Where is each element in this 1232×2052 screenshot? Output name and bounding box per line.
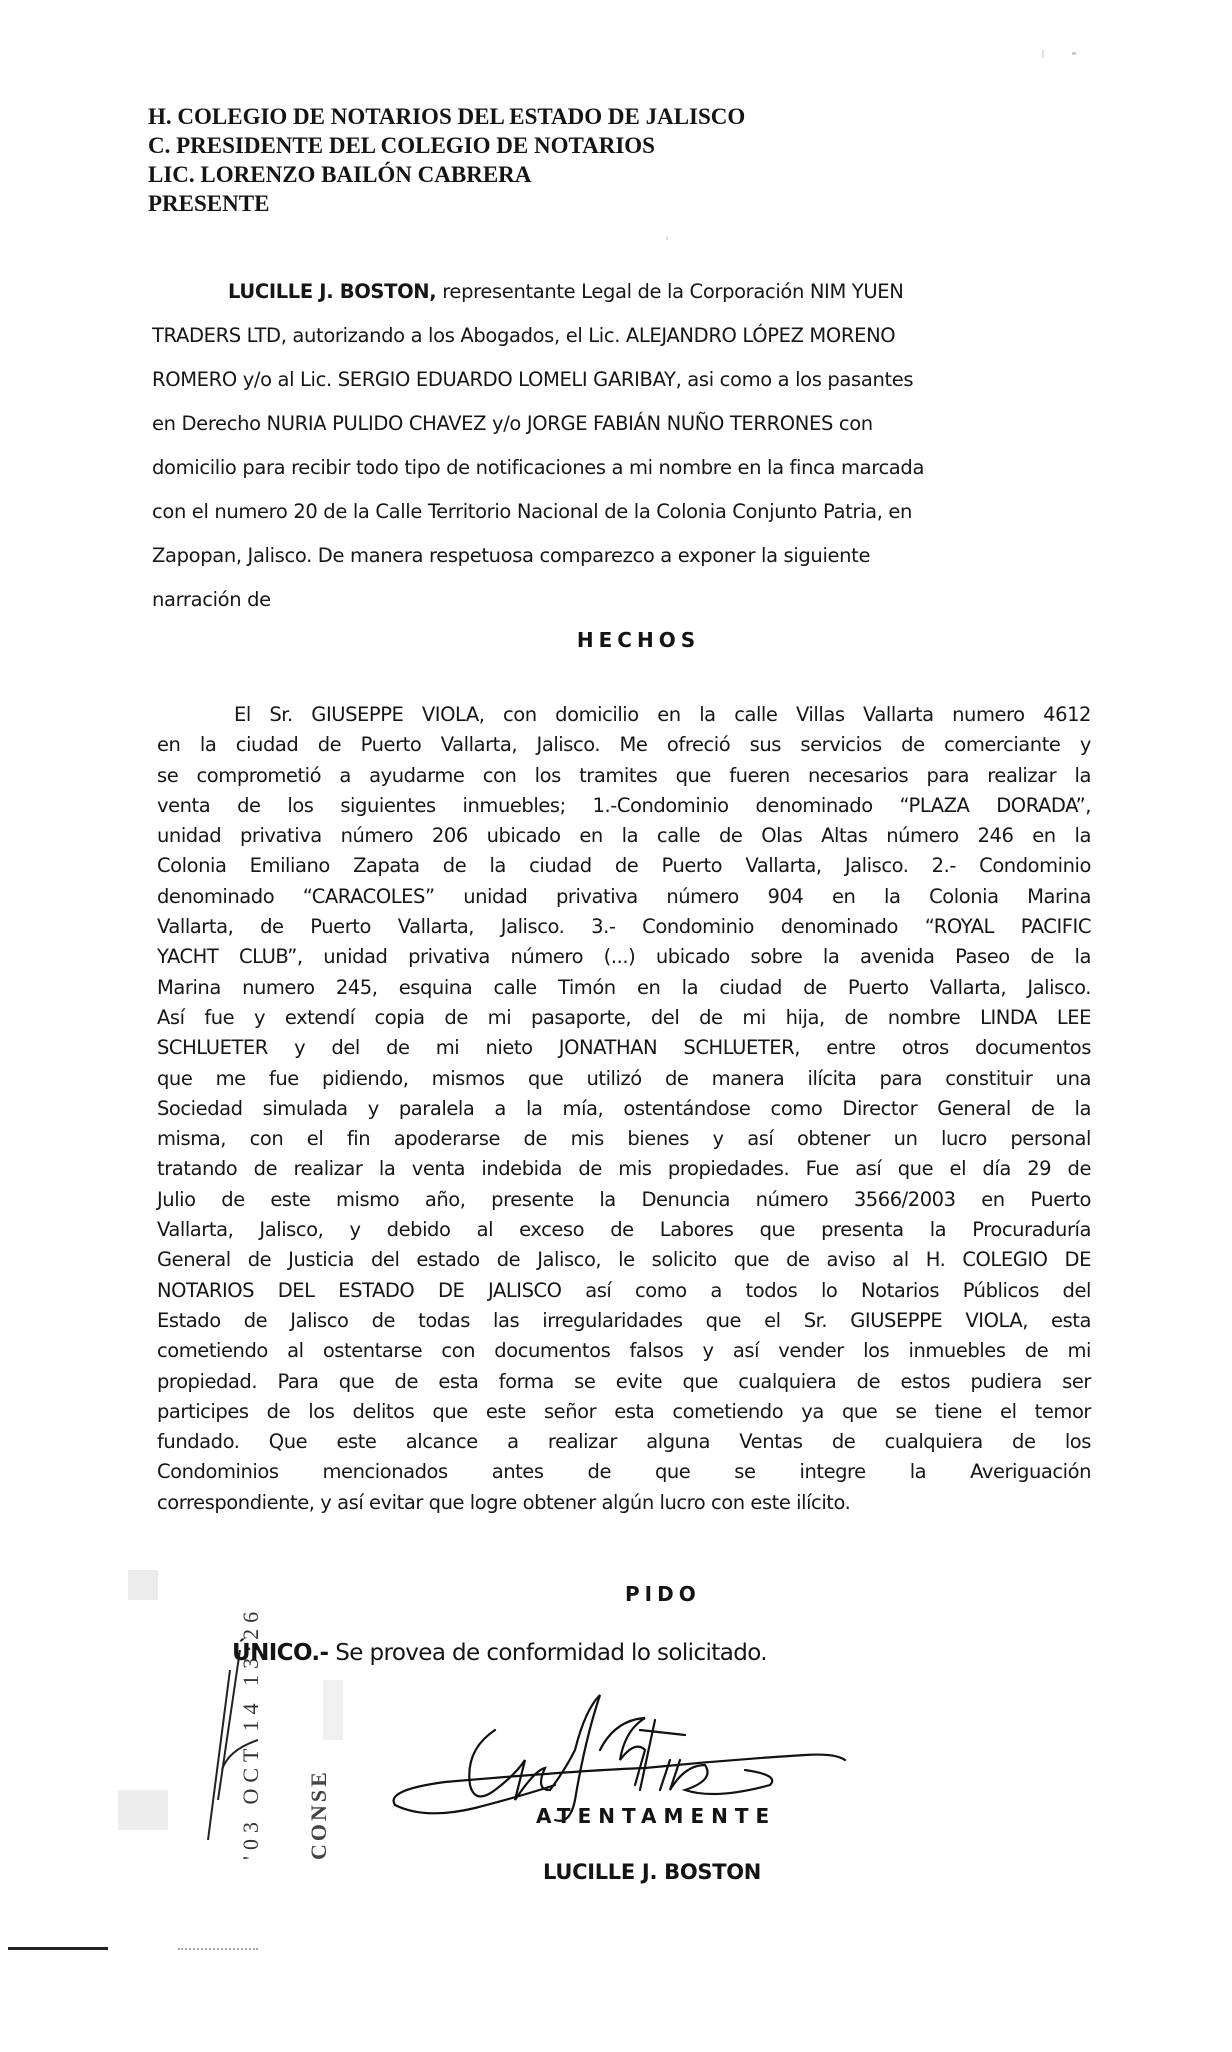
hechos-line: denominado “CARACOLES” unidad privativa número 904 en la Colonia Marina: [157, 884, 1091, 908]
addressee-block: [148, 102, 745, 218]
scan-speck: [1042, 50, 1044, 58]
hechos-line: Marina numero 245, esquina calle Timón en la ciudad de Puerto Vallarta, Jalisco.: [157, 975, 1091, 999]
intro-line: con el numero 20 de la Calle Territorio Nacional de la Colonia Conjunto Patria, en: [152, 500, 913, 523]
hechos-line: unidad privativa número 206 ubicado en la calle de Olas Altas número 246 en la: [157, 824, 1091, 848]
hechos-line: venta de los siguientes inmuebles; 1.-Condominio denominado “PLAZA DORADA”,: [157, 793, 1091, 817]
hechos-line: SCHLUETER y del de mi nieto JONATHAN SCHLUETER, entre otros documentos: [157, 1036, 1091, 1060]
signer-name: LUCILLE J. BOSTON: [543, 1860, 762, 1884]
petition-unico: [232, 1640, 767, 1666]
hechos-line: correspondiente, y así evitar que logre obtener algún lucro con este ilícito.: [157, 1490, 851, 1514]
hechos-line: Sociedad simulada y paralela a la mía, ostentándose como Director General de la: [157, 1096, 1091, 1120]
hechos-line: Colonia Emiliano Zapata de la ciudad de Puerto Vallarta, Jalisco. 2.- Condominio: [157, 854, 1091, 878]
hechos-line: Condominios mencionados antes de que se integre la Averiguación: [157, 1460, 1091, 1484]
hechos-line: YACHT CLUB”, unidad privativa número (...) ubicado sobre la avenida Paseo de la: [157, 945, 1091, 969]
scan-speck: [1072, 52, 1076, 55]
stamp-smudge: [323, 1680, 343, 1740]
hechos-line: Julio de este mismo año, presente la Denuncia número 3566/2003 en Puerto: [157, 1187, 1091, 1211]
intro-line: Zapopan, Jalisco. De manera respetuosa comparezco a exponer la siguiente: [152, 544, 871, 567]
hechos-line: fundado. Que este alcance a realizar alguna Ventas de cualquiera de los: [157, 1430, 1091, 1454]
section-heading-pido: PIDO: [625, 1582, 701, 1606]
addressee-line: PRESENTE: [148, 191, 270, 216]
hechos-line: tratando de realizar la venta indebida de mis propiedades. Fue así que el día 29 de: [157, 1157, 1091, 1181]
hechos-line: NOTARIOS DEL ESTADO DE JALISCO así como a todos lo Notarios Públicos del: [157, 1278, 1091, 1302]
section-heading-hechos: HECHOS: [576, 628, 701, 652]
hechos-line: se comprometió a ayudarme con los tramites que fueren necesarios para realizar la: [157, 763, 1091, 787]
intro-paragraph: [152, 270, 1092, 622]
hechos-line: en la ciudad de Puerto Vallarta, Jalisco. Me ofreció sus servicios de comerciante y: [157, 733, 1091, 757]
intro-line: ROMERO y/o al Lic. SERGIO EDUARDO LOMELI GARIBAY, asi como a los pasantes: [152, 368, 914, 391]
stamp-office: CONSE: [306, 1769, 331, 1860]
hechos-paragraph: [157, 700, 1091, 1518]
stamp-smudge: [128, 1570, 158, 1600]
stamp-smudge: [118, 1790, 168, 1830]
intro-line: narración de: [152, 588, 271, 611]
hechos-line: participes de los delitos que este señor esta cometiendo ya que se tiene el temor: [157, 1399, 1091, 1423]
reception-stamp: [228, 1560, 348, 1860]
footer-rule: [8, 1947, 108, 1950]
hechos-line: cometiendo al ostentarse con documentos falsos y así vender los inmuebles de mi: [157, 1339, 1091, 1363]
hechos-line: El Sr. GIUSEPPE VIOLA, con domicilio en la calle Villas Vallarta numero 4612: [234, 703, 1091, 726]
intro-line: domicilio para recibir todo tipo de notificaciones a mi nombre en la finca marcada: [152, 456, 925, 479]
intro-line-text: representante Legal de la Corporación NIM YUEN: [436, 280, 904, 303]
stamp-date: '03 OCT 14 13:26: [238, 1605, 263, 1860]
sender-name: LUCILLE J. BOSTON,: [228, 280, 437, 303]
hechos-line: Estado de Jalisco de todas las irregularidades que el Sr. GIUSEPPE VIOLA, esta: [157, 1308, 1091, 1332]
addressee-line: C. PRESIDENTE DEL COLEGIO DE NOTARIOS: [148, 133, 655, 158]
stamp-initials-mark: [178, 1560, 298, 1860]
closing-atentamente: ATENTAMENTE: [536, 1804, 777, 1828]
intro-line: [152, 270, 1092, 314]
addressee-line: H. COLEGIO DE NOTARIOS DEL ESTADO DE JALISCO: [148, 104, 746, 129]
scan-speck: [666, 236, 668, 240]
hechos-line: propiedad. Para que de esta forma se evite que cualquiera de estos pudiera ser: [157, 1369, 1091, 1393]
intro-line: en Derecho NURIA PULIDO CHAVEZ y/o JORGE FABIÁN NUÑO TERRONES con: [152, 412, 873, 435]
hechos-line: Así fue y extendí copia de mi pasaporte, del de mi hija, de nombre LINDA LEE: [157, 1005, 1091, 1029]
intro-line: TRADERS LTD, autorizando a los Abogados, el Lic. ALEJANDRO LÓPEZ MORENO: [152, 324, 896, 347]
hechos-line: Vallarta, Jalisco, y debido al exceso de Labores que presenta la Procuraduría: [157, 1218, 1091, 1242]
unico-label: ÚNICO.-: [232, 1640, 329, 1666]
hechos-line: General de Justicia del estado de Jalisco, le solicito que de aviso al H. COLEGIO DE: [157, 1248, 1091, 1272]
hechos-line: Vallarta, de Puerto Vallarta, Jalisco. 3.- Condominio denominado “ROYAL PACIFIC: [157, 915, 1091, 939]
addressee-line: LIC. LORENZO BAILÓN CABRERA: [148, 162, 532, 187]
unico-text: Se provea de conformidad lo solicitado.: [328, 1640, 767, 1666]
footer-dotted-rule: [178, 1948, 258, 1952]
hechos-line: misma, con el fin apoderarse de mis bienes y así obtener un lucro personal: [157, 1127, 1091, 1151]
hechos-line: que me fue pidiendo, mismos que utilizó de manera ilícita para constituir una: [157, 1066, 1091, 1090]
